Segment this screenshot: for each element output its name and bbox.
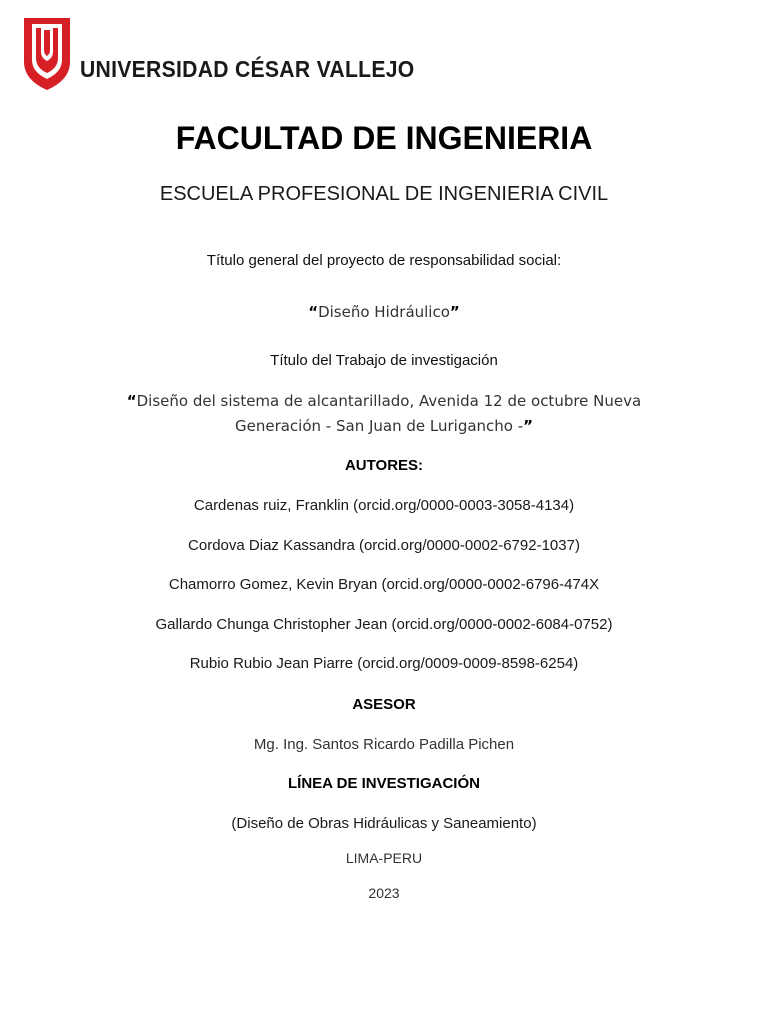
- work-title-line2: [0, 417, 768, 435]
- author-item: Cordova Diaz Kassandra (orcid.org/0000-0002-6792-1037): [188, 537, 580, 554]
- work-title-text-2: Generación - San Juan de Lurigancho -: [234, 417, 524, 435]
- place: LIMA-PERU: [345, 850, 423, 866]
- faculty-title: FACULTAD DE INGENIERIA: [175, 120, 593, 156]
- research-line-value: (Diseño de Obras Hidráulicas y Saneamiento): [231, 815, 537, 832]
- author-item: Gallardo Chunga Christopher Jean (orcid.org/0000-0002-6084-0752): [155, 616, 613, 633]
- general-title-value: [0, 303, 768, 321]
- university-shield-icon: [22, 16, 74, 92]
- close-quote: ”: [449, 303, 460, 321]
- open-quote: “: [126, 392, 137, 410]
- author-item: Rubio Rubio Jean Piarre (orcid.org/0009-0009-8598-6254): [189, 655, 579, 672]
- author-item: Chamorro Gomez, Kevin Bryan (orcid.org/0000-0002-6796-474X: [168, 576, 600, 593]
- open-quote: “: [308, 303, 319, 321]
- close-quote: ”: [523, 417, 534, 435]
- author-item: Cardenas ruiz, Franklin (orcid.org/0000-0003-3058-4134): [193, 497, 575, 514]
- work-title-label: Título del Trabajo de investigación: [270, 352, 498, 369]
- school-title: ESCUELA PROFESIONAL DE INGENIERIA CIVIL: [159, 183, 609, 205]
- work-title-line1: [0, 392, 768, 410]
- year: 2023: [368, 885, 400, 901]
- research-line-heading: LÍNEA DE INVESTIGACIÓN: [288, 775, 480, 792]
- authors-heading: AUTORES:: [344, 457, 424, 474]
- general-title-text: Diseño Hidráulico: [318, 303, 450, 321]
- general-title-label: Título general del proyecto de responsabilidad social:: [206, 252, 562, 269]
- university-name: UNIVERSIDAD CÉSAR VALLEJO: [80, 56, 415, 82]
- work-title-text-1: Diseño del sistema de alcantarillado, Avenida 12 de octubre Nueva: [136, 392, 642, 410]
- advisor-name: Mg. Ing. Santos Ricardo Padilla Pichen: [253, 736, 515, 753]
- advisor-heading: ASESOR: [352, 696, 416, 713]
